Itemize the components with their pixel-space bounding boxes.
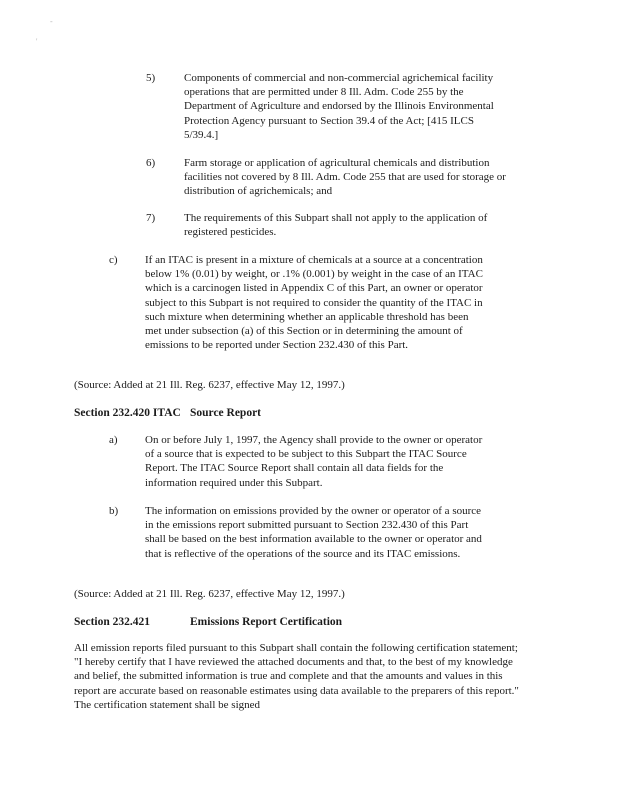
scan-speck: ' xyxy=(36,37,38,46)
list-marker: 7) xyxy=(146,212,156,224)
subsection-text: If an ITAC is present in a mixture of chemicals at a source at a concentration below 1% (0.01) by weight, or .1% (0.001) by weight in the case of an ITAC which is a carcinogen listed in Appendix C of this Part, an owner or operator subject to this Subpart is not required to consider the quantity of the ITAC in such mixture when determining whether an applicable threshold has been met under subsection (a) of this Section or in determining the amount of emissions to be reported under Section 232.430 of this Part. xyxy=(145,254,483,352)
subsection-c xyxy=(109,253,483,352)
subsection-text: The information on emissions provided by the owner or operator of a source in the emissions report submitted pursuant to Section 232.430 of this Part shall be based on the best information available to the owner or operator and that is reflective of the operations of the source and its ITAC emissions. xyxy=(145,505,482,560)
scan-speck: - xyxy=(50,17,53,26)
list-item-6 xyxy=(146,156,506,199)
section-title: Source Report xyxy=(190,407,262,419)
certification-paragraph: All emission reports filed pursuant to this Subpart shall contain the following certification statement; "I hereby certify that I have reviewed the attached documents and that, to the best of my knowledge and belief, the submitted information is true and complete and that the amounts and values in this report are accurate based on reasonable estimates using data available to the preparers of this report." The certification statement shall be signed xyxy=(74,642,519,711)
list-item-text: The requirements of this Subpart shall not apply to the application of registered pesticides. xyxy=(184,212,488,239)
section-number: Section 232.421 xyxy=(74,616,151,628)
list-item-5 xyxy=(146,71,506,142)
subsection-marker: b) xyxy=(109,505,119,517)
section-number: Section 232.420 ITAC xyxy=(74,407,181,419)
list-item-7 xyxy=(146,211,506,239)
section-title: Emissions Report Certification xyxy=(190,616,343,628)
subsection-b xyxy=(109,504,483,561)
list-marker: 5) xyxy=(146,72,156,84)
source-note: (Source: Added at 21 Ill. Reg. 6237, effective May 12, 1997.) xyxy=(74,588,345,600)
list-item-text: Farm storage or application of agricultural chemicals and distribution facilities not covered by 8 Ill. Adm. Code 255 that are used for storage or distribution of agrichemicals; and xyxy=(184,157,506,198)
section-heading-232-420 xyxy=(74,406,262,420)
source-note: (Source: Added at 21 Ill. Reg. 6237, effective May 12, 1997.) xyxy=(74,379,345,391)
subsection-marker: a) xyxy=(109,434,118,446)
section-heading-232-421 xyxy=(74,615,343,629)
list-marker: 6) xyxy=(146,157,156,169)
subsection-marker: c) xyxy=(109,254,118,266)
list-item-text: Components of commercial and non-commercial agrichemical facility operations that are permitted under 8 Ill. Adm. Code 255 by the Department of Agriculture and endorsed by the Illinois Environmental Protection Agency pursuant to Section 39.4 of the Act; [415 ILCS 5/39.4.] xyxy=(184,72,494,141)
subsection-a xyxy=(109,433,483,490)
subsection-text: On or before July 1, 1997, the Agency shall provide to the owner or operator of a source that is expected to be subject to this Subpart the ITAC Source Report. The ITAC Source Report shall contain all data fields for the information required under this Subpart. xyxy=(145,434,483,489)
